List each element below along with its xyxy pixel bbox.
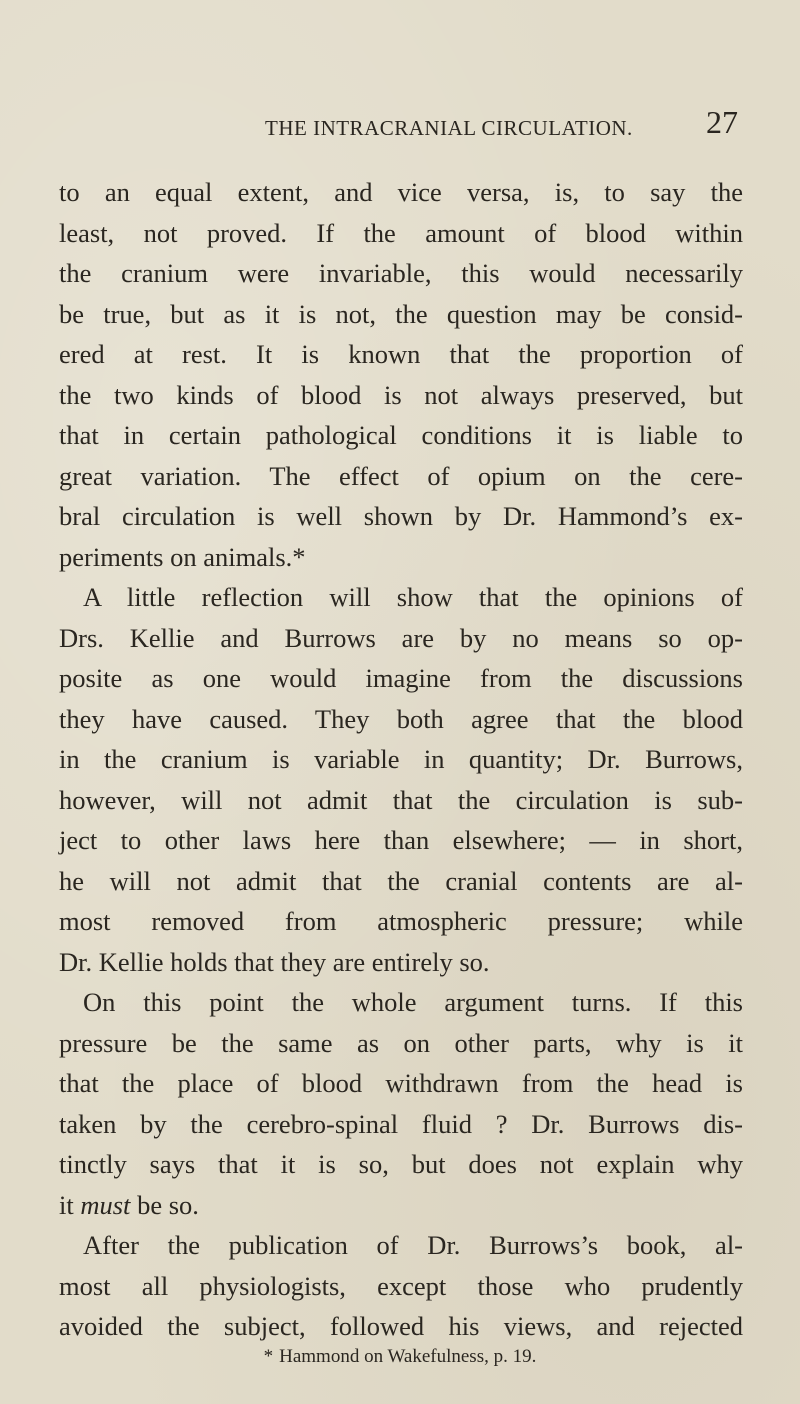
text-line: A little reflection will show that the opinions of xyxy=(83,582,743,612)
page-header xyxy=(0,104,800,156)
text-line: that in certain pathological conditions it is liable to xyxy=(59,420,743,450)
text-line: After the publication of Dr. Burrows’s book, al- xyxy=(83,1230,743,1260)
text-line: pressure be the same as on other parts, why is it xyxy=(59,1027,743,1058)
text-line: great variation. The effect of opium on the cere- xyxy=(59,460,743,491)
text-line: posite as one would imagine from the discussions xyxy=(59,663,743,693)
text-line: tinctly says that it is so, but does not explain why xyxy=(59,1149,743,1179)
text-line: he will not admit that the cranial contents are al- xyxy=(59,865,743,896)
text-line: it must be so. xyxy=(59,1189,199,1220)
text-line: On this point the whole argument turns. If this xyxy=(83,987,743,1017)
text-line: in the cranium is variable in quantity; Dr. Burrows, xyxy=(59,744,743,774)
emphasis: must xyxy=(80,1189,131,1220)
body-text xyxy=(59,172,743,1347)
text-line: most removed from atmospheric pressure; while xyxy=(59,906,743,936)
text-line: to an equal extent, and vice versa, is, to say the xyxy=(59,177,743,207)
footnote-marker: * xyxy=(263,1346,274,1367)
running-head: THE INTRACRANIAL CIRCULATION. xyxy=(265,116,633,140)
text-line: avoided the subject, followed his views, and rejected xyxy=(59,1311,743,1341)
text-line: they have caused. They both agree that the blood xyxy=(59,703,743,734)
footnote xyxy=(0,1346,800,1368)
text-line: most all physiologists, except those who prudently xyxy=(59,1270,743,1301)
text-line: Drs. Kellie and Burrows are by no means so op- xyxy=(59,622,743,653)
text-line: taken by the cerebro-spinal fluid ? Dr. Burrows dis- xyxy=(59,1108,743,1139)
text-line: ered at rest. It is known that the proportion of xyxy=(59,339,743,369)
text-line: bral circulation is well shown by Dr. Hammond’s ex- xyxy=(59,501,743,531)
text-line: the two kinds of blood is not always preserved, but xyxy=(59,379,743,410)
page-number: 27 xyxy=(706,104,738,140)
text-line: periments on animals.* xyxy=(59,541,306,572)
text-line: ject to other laws here than elsewhere; — in short, xyxy=(59,825,743,855)
text-line: Dr. Kellie holds that they are entirely so. xyxy=(59,946,490,977)
footnote-text: Hammond on Wakefulness, p. 19. xyxy=(279,1346,537,1367)
text-line: however, will not admit that the circulation is sub- xyxy=(59,784,743,815)
text-line: least, not proved. If the amount of blood within xyxy=(59,217,743,248)
text-line: the cranium were invariable, this would necessarily xyxy=(59,258,743,288)
text-line: that the place of blood withdrawn from the head is xyxy=(59,1068,743,1098)
text-line: be true, but as it is not, the question may be consid- xyxy=(59,298,743,329)
